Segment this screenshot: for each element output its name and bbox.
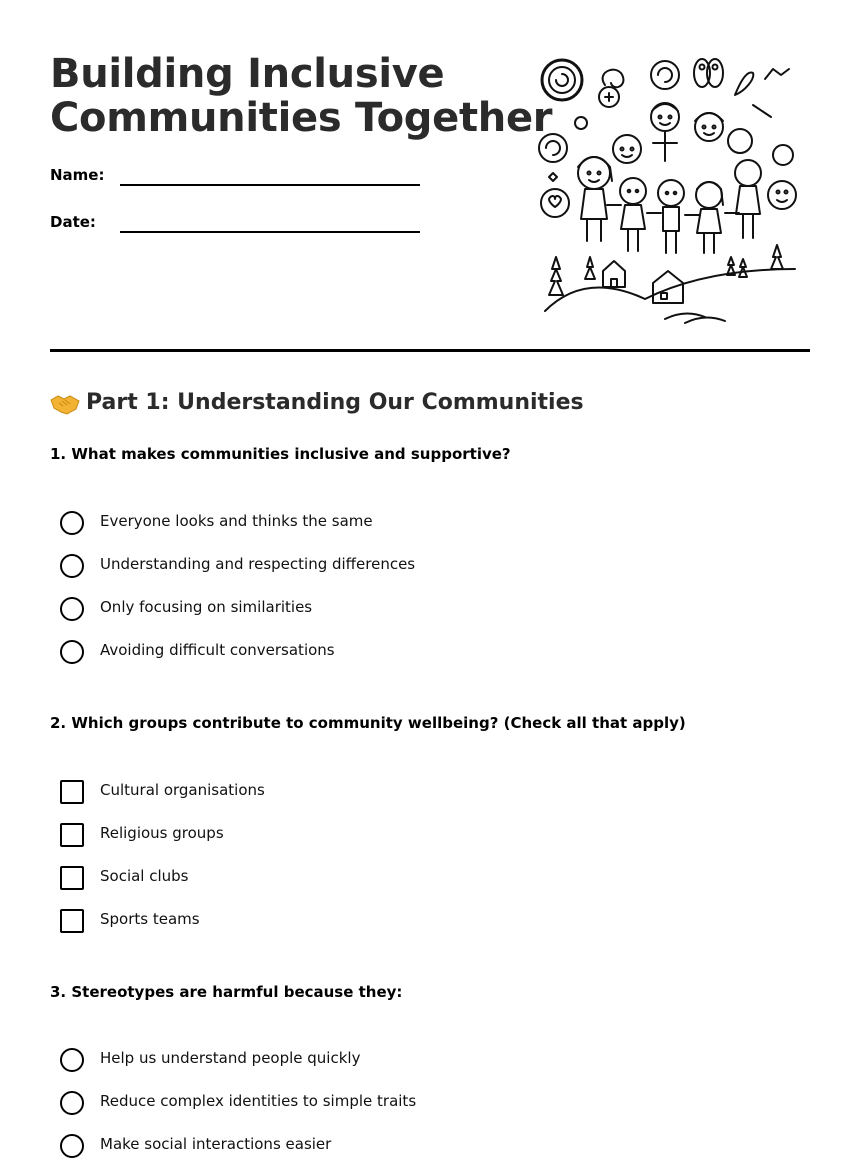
checkbox[interactable] [60,909,84,933]
question-3: 3. Stereotypes are harmful because they: [50,983,403,1001]
children-group [578,103,761,253]
name-field [50,166,430,196]
title-line-2: Communities Together [50,95,553,141]
question-2-option[interactable] [60,907,265,950]
date-label: Date: [50,213,96,231]
radio-button[interactable] [60,640,84,664]
option-label: Avoiding difficult conversations [100,641,335,659]
children-holding-hands-illustration [535,55,800,325]
option-label: Everyone looks and thinks the same [100,512,373,530]
question-3-option[interactable] [60,1132,416,1175]
question-2-option[interactable] [60,778,265,821]
question-3-options [60,1046,416,1175]
date-field [50,213,430,243]
checkbox[interactable] [60,866,84,890]
question-1-option[interactable] [60,552,415,595]
question-1-option[interactable] [60,638,415,681]
landscape [545,245,795,323]
option-label: Make social interactions easier [100,1135,332,1153]
question-1-options [60,509,415,681]
radio-button[interactable] [60,1134,84,1158]
name-input[interactable] [120,184,420,186]
worksheet-title [50,52,552,140]
radio-button[interactable] [60,511,84,535]
question-1: 1. What makes communities inclusive and supportive? [50,445,511,463]
option-label: Cultural organisations [100,781,265,799]
part1-title: Part 1: Understanding Our Communities [86,390,584,415]
question-2: 2. Which groups contribute to community wellbeing? (Check all that apply) [50,714,686,732]
question-1-option[interactable] [60,509,415,552]
name-label: Name: [50,166,105,184]
question-2-option[interactable] [60,864,265,907]
option-label: Help us understand people quickly [100,1049,361,1067]
option-label: Social clubs [100,867,189,885]
checkbox[interactable] [60,780,84,804]
radio-button[interactable] [60,597,84,621]
question-3-option[interactable] [60,1046,416,1089]
handshake-icon [50,393,80,415]
question-1-option[interactable] [60,595,415,638]
section-divider [50,349,810,352]
radio-button[interactable] [60,1091,84,1115]
option-label: Religious groups [100,824,224,842]
option-label: Only focusing on similarities [100,598,313,616]
question-2-option[interactable] [60,821,265,864]
option-label: Reduce complex identities to simple traits [100,1092,417,1110]
part1-heading [50,390,584,415]
checkbox[interactable] [60,823,84,847]
option-label: Understanding and respecting differences [100,555,416,573]
question-2-options [60,778,265,950]
radio-button[interactable] [60,554,84,578]
date-input[interactable] [120,231,420,233]
radio-button[interactable] [60,1048,84,1072]
option-label: Sports teams [100,910,200,928]
question-3-option[interactable] [60,1089,416,1132]
title-line-1: Building Inclusive [50,51,445,97]
